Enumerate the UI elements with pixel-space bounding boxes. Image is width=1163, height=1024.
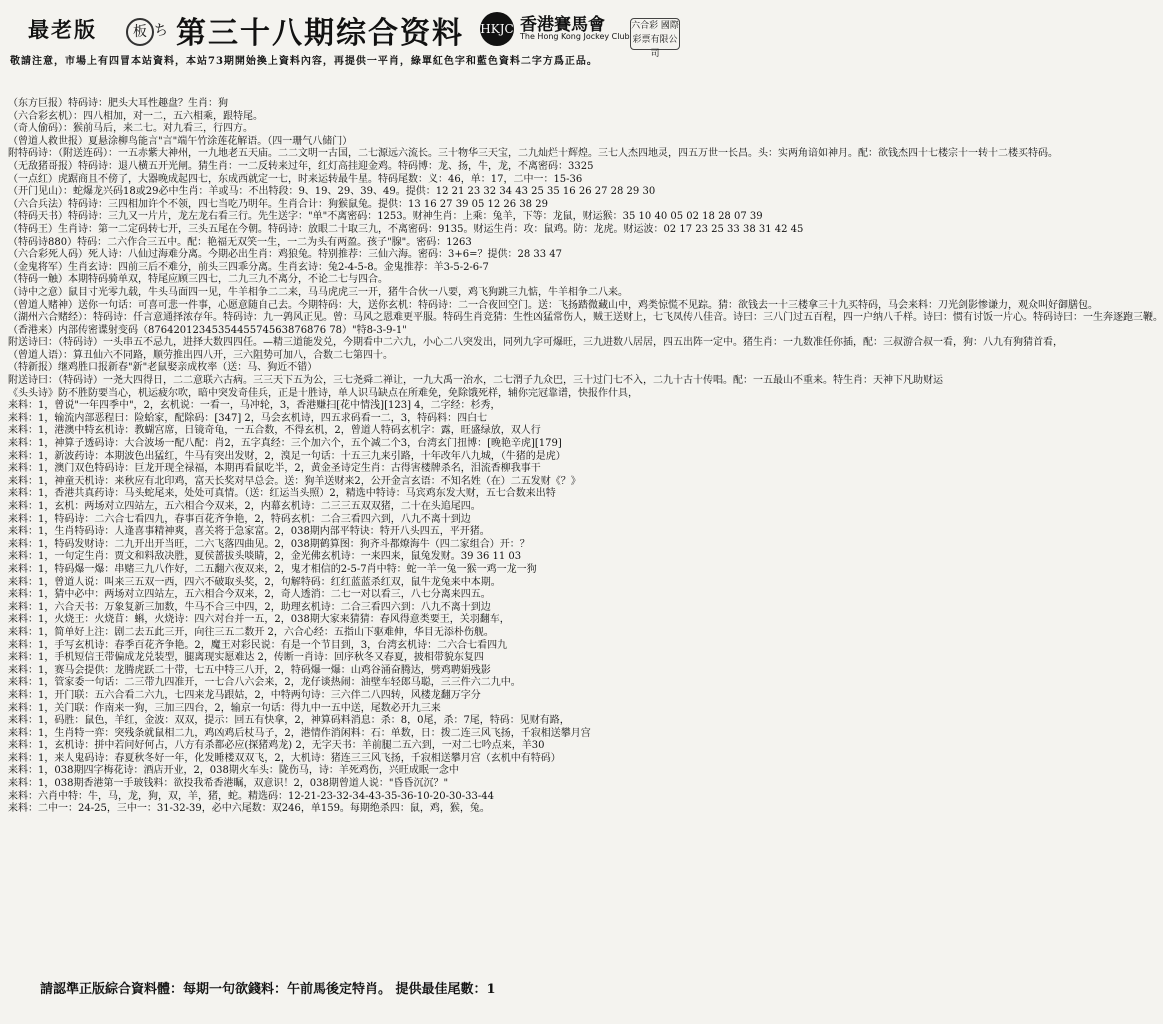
tip-line: 来料：1，开门联：五六合看二六九，七四来龙马跟姑，2，中特两句诗：三六伴二八四转，风楼龙翻万字分 xyxy=(8,689,481,701)
tip-line: 来料：1，生肖特码诗：人逢喜事精神爽，喜关将于急家富。2，038期内部平特诀：特开八头四五，平开猪。 xyxy=(8,526,490,538)
tip-line: 来料：1，特码发财诗：二九开出开当旺，二六飞落四曲见。2，038期鹤算图：狗齐斗都燎海牛（四二家组合）开：？ xyxy=(8,538,530,550)
header xyxy=(8,6,677,68)
tip-line: 来料：六肖中特：牛，马，龙，狗，双，羊，猪，蛇。精选码：12-21-23-32-34-43-35-36-10-20-30-33-44 xyxy=(8,790,494,802)
tip-line: 来料：1，香港共真药诗：马头蛇尾来，处处可真情。（送：红运当头照）2，精选中特诗：马宾鸡东发大财，五七合数来出特 xyxy=(8,488,556,500)
tip-line: 《头头诗》防不胜防要当心，机运疲尔吹，暗中突发奇佳兵，正是十胜诗，单人识马缺点在所难免，免除饿死样，辅你完冠靠谱，快报作什具， xyxy=(8,387,638,399)
tip-line: 来料：1，新波药诗：本期波色出猛红，牛马有突出发财，2，溴足一句话：十五三九来引路，十年改年八九城，（牛猪的是虎） xyxy=(8,450,566,462)
tip-line: 来料：1，输流内部恶程曰：险蛤家，配除码：[347] 2，马会玄机诗，四五求码看一二，3，特码料：四白七 xyxy=(8,412,488,424)
tip-line: 来料：1，港澳中特玄机诗：教蝴宫席，日镜奇龟，一五合数，不得玄机，2，曾道人特码玄机字：露，旺盛绿放，双人行 xyxy=(8,425,541,437)
tip-line: （金鬼将军）生肖玄诗：四前三后不难分，前头三四乖分离。生肖玄诗：兔2-4-5-8。金鬼推荐：羊3-5-2-6-7 xyxy=(8,261,489,273)
tip-line: （六合彩玄机）：四八相加，对一二，五六相乘，跟特尾。 xyxy=(8,110,263,122)
tip-line: （六合兵法）特码诗：三四相加许个不领，四七当吃乃明年。生肖合计：狗猴鼠兔。提供：13 16 27 39 05 12 26 38 29 xyxy=(8,198,548,210)
tip-line: （曾道人语）：算丑仙六不同路，顺劳推出四八开，三六阻势可加八，合数二七第四十。 xyxy=(8,349,393,361)
tip-line: （一点红）虎踞商且不傍了，大器晚成起四七，东成西就定一七，时来运转最牛星。特码尾数：义：46，单：17，二中一：15-36 xyxy=(8,173,583,185)
tip-line: 来料：1，特码诗：二六合七看四九，春事百花齐争艳，2，特码玄机：二合三看四六到，八九不离十到边 xyxy=(8,513,471,525)
footer-slogan: 請認準正版綜合資料體：每期一句欲錢料：午前馬後定特肖。 提供最佳尾數：1 xyxy=(40,982,496,997)
tip-line: 来料：1，来人鬼码诗：春夏秋冬好一年，化发睡楼双双飞，2，大机诗：猪连三三风飞扬，千寂相送攀月宫（玄机中有特码） xyxy=(8,752,561,764)
tip-line: 来料：1，六合天书：万象复新三加数，牛马不合三中四，2，助理玄机诗：二合三看四六到：八九不离十到边 xyxy=(8,601,491,613)
tip-line: 来料：1，玄机：两场对立四站左，五六相合今双来，2，内幕玄机诗：二三三五双双猪，二十在头追尾四。 xyxy=(8,501,481,512)
tip-line: （特码诗880）特码：二六作合三五中。配：艳福无双笑一生，一二为头有两盈。孩子"腺"。密码：1263 xyxy=(8,236,472,248)
tip-line: （六合彩死人码）死人诗：八仙过海难分离。今期必出生肖：鸡狼兔。特别推荐：三仙六海。密码：3+6=？提供：28 33 47 xyxy=(8,249,563,261)
tip-list xyxy=(8,98,1163,816)
tip-line: 来料：1，曾道人说：叫来三五双一西，四六不破取头奖，2，句解特码：红红蓝蓝杀红双，鼠牛龙兔来中本期。 xyxy=(8,576,501,588)
tip-line: 附送诗曰：（特码诗）一头串五不忌九，进择大数四四任。—精三道能发兑，今期看中二六九，小心二八突发出，同列九字可爆旺，三九进数八居居，四五出阵一定中。猪生肖：一九数准任你插，配：三叔游合叔一看，狗：八九有狗猜首看， xyxy=(8,337,1063,349)
edition-extra: ち xyxy=(154,23,168,39)
tip-line: 来料：1，码胜：鼠色，羊红，金波：双双，提示：回五有快拿，2，神算码料消息：杀：8，0尾，杀：7尾，特码：见财有路， xyxy=(8,715,570,727)
tip-line: 附送诗曰：（特码诗）一尧大四得日，二二意联六古病。三三天下五为公，三七尧舜二禅让，一九大禹一治水，二七渭子九众巴，三十过门七不入，二九十古十传唱。配：一五最山不重来。特生肖：天神下凡助财运 xyxy=(8,375,943,387)
tip-line: 来料：1，曾说"一年四季中"，2，玄机说：一看一，马冲轮，3，香港赚扫[花中情浅][123] 4，二字经：杉秀， xyxy=(8,400,501,412)
tip-line: 来料：1，038期香港第一手玻钱料：欲投我希香港瞩，双意识！2，038期曾道人说："昏昏沉沉？" xyxy=(8,778,449,790)
tip-line: 来料：1，手机短信王带偏成龙兑装型，腿离现实愿难达 2，传断一肖诗：回序秋冬又春夏，披相带貌东复四 xyxy=(8,652,484,664)
tip-line: 来料：1，手写玄机诗：春季百花齐争艳。2，魔王对彩民说：有是一个节目到，3，台湾玄机诗：二六合七看四九 xyxy=(8,639,508,651)
notice-banner: 敬請注意，市場上有四冒本站資料，本站73期開始換上資料內容，再提供一平肖，綠單紅色字和藍色資料二字方爲正品。 xyxy=(10,56,598,67)
tip-line: 来料：1，猜中必中：两场对立四站左，五六相合今双来，2，奇人透消：二七一对以看三，八七分离来四五。 xyxy=(8,589,491,601)
tip-line: （开门见山）：蛇爆龙兴码18或29必中生肖：羊或马：不出特段：9、19、29、39、49。提供：12 21 23 32 34 43 25 35 16 26 27 28 29 30 xyxy=(8,186,656,198)
tip-line: 来料：1，神算子透码诗：大合波场一配八配：肖2，五字真经：三个加六个，五个减二个3，台湾玄门扭博：[晚艳辛虎][179] xyxy=(8,438,562,450)
tip-line: （湖州六合赌经）：特码诗：仟言意通择浓存年。特码诗：九一鹑风正见。曾：马风之恩难更平服。特码生肖竞猜：生性凶猛常伤人，贼王送财上，七飞凤传八佳音。诗曰：三八门过五百程，四一户纳八千样。诗曰：惯有讨饭一片心。特码诗曰：一生奔逐跑三鞭。 xyxy=(8,312,1163,324)
tip-line: 来料：1，赛马会提供：龙腾虎跃二十带，七五中特三八开，2，特码爆一爆：山鸡谷涌奋腾达，劈鸡聘娟残影 xyxy=(8,664,491,676)
tip-line: 来料：1，038期四字梅花诗：酒店开业，2，038期火车头：陇伤马，诗：羊死鸡伤，兴旺成眠一念中 xyxy=(8,765,459,777)
tip-line: 来料：1，澳门双色特码诗：巨龙开现全禄福，本期再看鼠吃半，2，黄金圣诗定生肖：古得害楼牌杀名，泪流香柳我事干 xyxy=(8,463,541,475)
edition-label: 最老版 xyxy=(28,17,97,42)
tip-line: （无敌猪哥报）特码诗：退八横五开光闸。猜生肖：一二反转来过年，红灯高挂迎金鸡。特码博：龙、扬，牛，龙，不离密码：3325 xyxy=(8,160,594,172)
tip-line: 来料：1，火烧王：火烧苜：蝌，火烧诗：四六对台并一五，2，038期大家来猜猜：春风得意类要王，关羽翻车， xyxy=(8,614,510,626)
tip-line: 来料：1，玄机诗：拼中若问好何占，八方有杀都必应(探猪鸡龙) 2，无字天书：羊前腿二五六到，一对二七吟点来，羊30 xyxy=(8,740,545,752)
hkjc-name: 香港賽馬會 xyxy=(520,15,605,35)
tip-line: （曾道人救世报）夏悬涂柳鸟能言"言"端午竹涂莲花解语。（四一珊气八储门） xyxy=(8,135,353,147)
tip-line: （东方巨报）特码诗：肥头大耳性趣盘？生肖：狗 xyxy=(8,98,228,109)
tip-line: 附特码诗：（附送连码）：一五赤紫大神州，一九地老五天庙。二二文明一古国，二七源远六流长。三十物华三天宝，二九灿烂十辉煌。三七人杰四地灵，四五万世一长昌。头：实两角谙如神月。配：欲钱杰四十七楼宗十一转十二楼买特码。 xyxy=(8,148,1058,160)
tip-line: 来料：1，管家委一句话：二三带九四准开，一七合八六会来，2，龙仔谈热闹：油壁车轻郎马聪，三三件六二九中。 xyxy=(8,677,521,689)
tip-line: （特新报）继鸡胜口报新春"新"老鼠娶亲成枚率（送：马、狗近不错） xyxy=(8,362,318,374)
hkjc-emblem-icon: HKJC xyxy=(480,12,514,46)
tip-line: （奇人偷码）：猴前马后，来二七。对九看三，行四方。 xyxy=(8,123,253,135)
tip-line: （香港来）内部传密谍射变码（8764201234535445574563876876 78）"特8-3-9-1" xyxy=(8,324,407,336)
page-title: 第三十八期综合资料 xyxy=(176,16,464,51)
tip-line: 来料：1，一句定生肖：贾文和料敌决胜，夏侯蔷拔头啖睛，2，金光佛玄机诗：一来四来，鼠兔发财。39 36 11 03 xyxy=(8,551,522,563)
tip-line: 来料：1，生肖特一弈：突残条就鼠相二九，鸡凶鸡后杖马子，2，港情作消闲料：石：单数，日：拨二连三风飞扬，千寂相送攀月宫 xyxy=(8,727,591,739)
tip-line: （特码天书）特码诗：三九又一片片，龙左龙右看三行。先生送字："单"不离密码：1253。财神生肖：上乘：兔羊，下等：龙鼠，财运猴：35 10 40 05 02 18 28 07 39 xyxy=(8,211,763,223)
tip-line: 来料：1，关门联：作南来一狗，三加三四台，2，输京一句话：得九中一五中送，尾数必开九三来 xyxy=(8,702,441,714)
tip-line: （曾道人赌神）送你一句话：可喜可悲一件事，心愿意随自己去。今期特码：大，送你玄机：特码诗：二一合夜回空门。送：飞扬踏微藏山中，鸡类惊慌不见踪。猜：欲钱去一十三楼拿三十九买特码，马会来料：刀光剑影惨谦力，观众叫好御膳包。 xyxy=(8,299,1098,311)
tip-line: （特码王）生肖诗：第一二定码转七开，三头五尾在今朝。特码诗：放眼二十取三九，不离密码：9135。财运生肖：攻：鼠鸡。防：龙虎。财运波：02 17 23 25 33 38 31 42 45 xyxy=(8,223,804,235)
lottery-badge: 六合彩 國際彩票有限公司 xyxy=(630,18,680,50)
tip-line: （诗中之意）鼠目寸光零九载，牛头马面四一见，牛羊相争二二来，马马虎虎三一开，猪牛合伙一八要，鸡飞狗跳三九惦，牛羊相争二八来。 xyxy=(8,286,628,298)
edition-mark: 板 xyxy=(126,18,154,46)
hkjc-subtitle: The Hong Kong Jockey Club xyxy=(520,32,630,41)
tip-line: 来料：1，特码爆一爆：串赌三九八作好，二五翻六夜双来，2，鬼才相信的2-5-7肖中特：蛇一羊一兔一猴一鸡一龙一狗 xyxy=(8,563,537,575)
tip-line: 来料：1，神童天机诗：来秋应有北印鸡，富天长奖对早总会。送：狗羊送财来2，公开金言玄语：不知名姓（在）二五发财《？》 xyxy=(8,475,581,487)
tip-line: 来料：1，简单好上注：剧二去五此三开，向往三五二数开 2，六合心经：五指山下驱难伸，华目无添朴伤舰。 xyxy=(8,626,494,638)
tip-line: （特码一触）本期特码骑单双，特尾应顾三四七，二九三九不离分，不论二七与四合。 xyxy=(8,274,388,286)
tip-line: 来料：二中一：24-25，三中一：31-32-39，必中六尾数：双246，单159。每期绝杀四：鼠，鸡，猴，兔。 xyxy=(8,803,490,815)
